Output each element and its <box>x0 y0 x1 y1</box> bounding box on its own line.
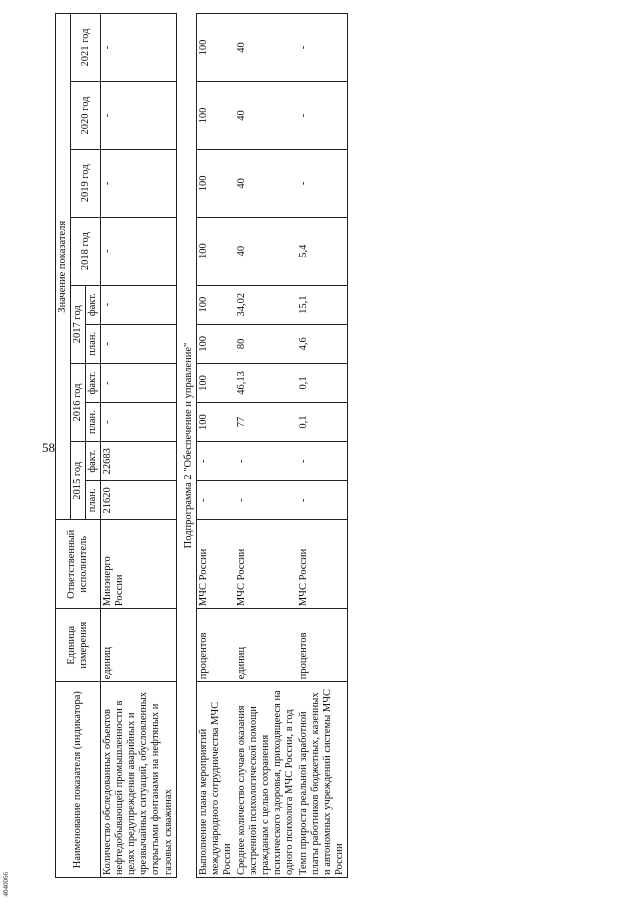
value-2016-plan: 0,1 <box>297 403 348 442</box>
header-year-2017: 2017 год <box>71 285 86 363</box>
indicator-responsible: МЧС России <box>235 520 297 609</box>
header-year-2021: 2021 год <box>71 14 101 82</box>
value-2015-fact: - <box>297 442 348 481</box>
indicator-name: Количество обследованных объектов нефтедобывающей промышленности в целях предупреждения аварийных и чрезвычайных ситуаций, обусловленных открытыми фонтанами на нефтяных и газовых скважинах <box>101 682 176 878</box>
value-2016-plan: 100 <box>196 403 235 442</box>
value-2020: 100 <box>196 82 235 150</box>
value-2020: - <box>297 82 348 150</box>
value-2017-plan: 80 <box>235 324 297 363</box>
indicator-responsible: МЧС России <box>196 520 235 609</box>
header-fact-2017: факт. <box>86 285 101 324</box>
value-2015-fact: - <box>196 442 235 481</box>
header-name: Наименование показателя (индикатора) <box>56 682 101 878</box>
value-2018: - <box>101 217 176 285</box>
header-values-group: Значение показателя <box>56 14 71 520</box>
value-2018: 100 <box>196 217 235 285</box>
rotated-table-page <box>55 13 635 878</box>
value-2018: 40 <box>235 217 297 285</box>
indicator-unit: единиц <box>101 609 176 682</box>
value-2016-plan: 77 <box>235 403 297 442</box>
value-2015-fact: - <box>235 442 297 481</box>
indicator-name: Выполнение плана мероприятий международного сотрудничества МЧС России <box>196 682 235 878</box>
value-2016-fact: 46,13 <box>235 363 297 402</box>
table-row <box>235 14 297 878</box>
value-2021: - <box>101 14 176 82</box>
value-2015-plan: 21620 <box>101 481 176 520</box>
header-year-2020: 2020 год <box>71 82 101 150</box>
table-row <box>101 14 176 878</box>
value-2017-fact: 34,02 <box>235 285 297 324</box>
value-2018: 5,4 <box>297 217 348 285</box>
indicator-name: Темп прироста реальной заработной платы работников бюджетных, казенных и автономных учреждений системы МЧС России <box>297 682 348 878</box>
value-2017-fact: 15,1 <box>297 285 348 324</box>
table-row <box>196 14 235 878</box>
value-2017-fact: 100 <box>196 285 235 324</box>
indicator-name: Среднее количество случаев оказания экстренной психологической помощи гражданам с целью сохранения психического здоровья, приходящееся на одного психолога МЧС России, в год <box>235 682 297 878</box>
header-year-2015: 2015 год <box>71 442 86 520</box>
value-2019: - <box>101 149 176 217</box>
value-2016-fact: - <box>101 363 176 402</box>
value-2015-plan: - <box>235 481 297 520</box>
value-2019: 100 <box>196 149 235 217</box>
value-2017-plan: 4,6 <box>297 324 348 363</box>
indicator-responsible: МЧС России <box>297 520 348 609</box>
document-code: 4040066 <box>2 872 10 897</box>
indicators-table <box>55 13 348 878</box>
value-2020: 40 <box>235 82 297 150</box>
subprogram-title: Подпрограмма 2 "Обеспечение и управление" <box>176 14 196 878</box>
header-plan-2017: план. <box>86 324 101 363</box>
header-fact-2015: факт. <box>86 442 101 481</box>
value-2019: 40 <box>235 149 297 217</box>
value-2017-fact: - <box>101 285 176 324</box>
value-2017-plan: 100 <box>196 324 235 363</box>
indicator-unit: единиц <box>235 609 297 682</box>
table-row <box>297 14 348 878</box>
subprogram-row <box>176 14 196 878</box>
header-year-2016: 2016 год <box>71 363 86 441</box>
value-2021: - <box>297 14 348 82</box>
value-2015-plan: - <box>196 481 235 520</box>
header-fact-2016: факт. <box>86 363 101 402</box>
page-number: 58 <box>42 440 55 455</box>
header-unit: Единица измерения <box>56 609 101 682</box>
value-2019: - <box>297 149 348 217</box>
value-2020: - <box>101 82 176 150</box>
header-year-2019: 2019 год <box>71 149 101 217</box>
value-2016-fact: 100 <box>196 363 235 402</box>
header-responsible: Ответственный исполнитель <box>56 520 101 609</box>
value-2016-fact: 0,1 <box>297 363 348 402</box>
header-plan-2016: план. <box>86 403 101 442</box>
indicator-responsible: Минэнерго России <box>101 520 176 609</box>
indicator-unit: процентов <box>196 609 235 682</box>
header-plan-2015: план. <box>86 481 101 520</box>
header-year-2018: 2018 год <box>71 217 101 285</box>
value-2017-plan: - <box>101 324 176 363</box>
indicator-unit: процентов <box>297 609 348 682</box>
value-2021: 100 <box>196 14 235 82</box>
value-2016-plan: - <box>101 403 176 442</box>
value-2015-plan: - <box>297 481 348 520</box>
value-2021: 40 <box>235 14 297 82</box>
value-2015-fact: 22683 <box>101 442 176 481</box>
